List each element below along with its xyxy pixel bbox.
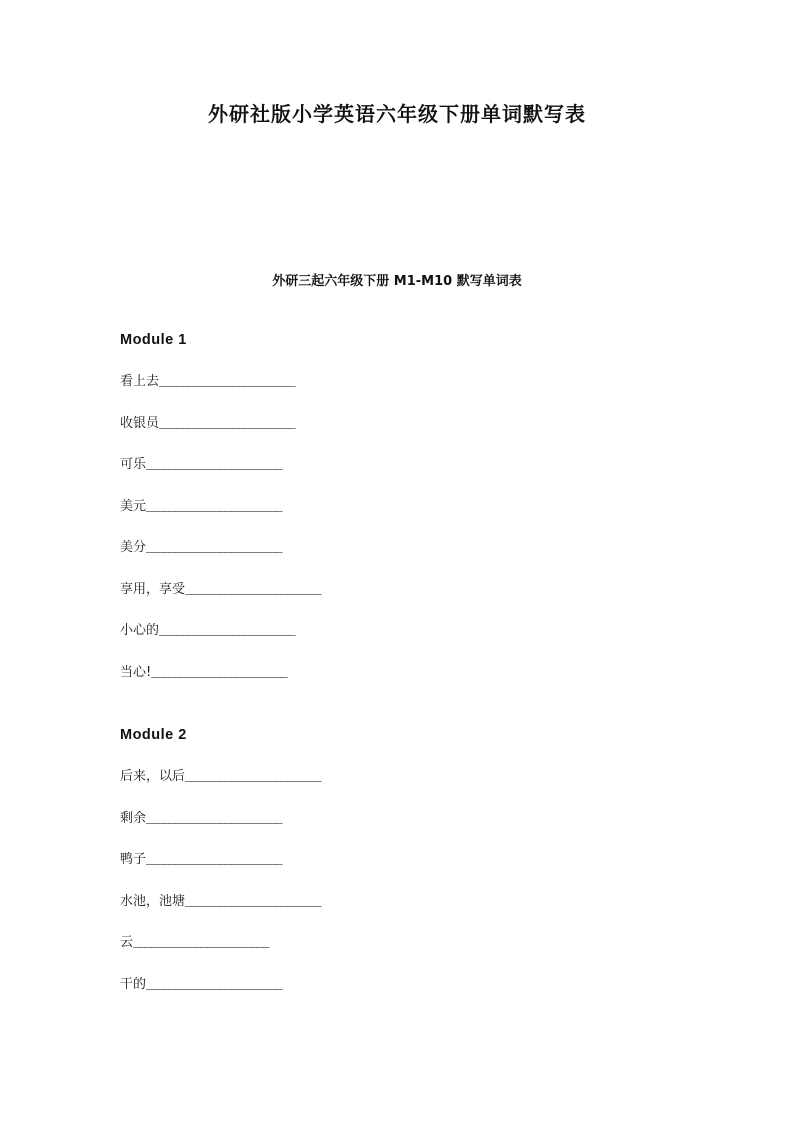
module-2-section	[120, 726, 680, 1017]
word-prompt: 美元	[120, 498, 147, 514]
word-list	[120, 373, 680, 705]
word-prompt: 鸭子	[120, 852, 147, 867]
word-item	[120, 581, 680, 623]
answer-blank[interactable]: ________________________	[159, 374, 294, 389]
word-item	[120, 456, 680, 498]
word-prompt: 看上去	[120, 374, 160, 389]
word-item	[120, 768, 680, 810]
word-item	[120, 415, 680, 457]
word-item	[120, 893, 680, 935]
word-list	[120, 768, 680, 1017]
word-prompt: 小心的	[120, 623, 160, 638]
word-item	[120, 810, 680, 852]
word-prompt: 剩余	[120, 810, 147, 826]
word-item	[120, 498, 680, 540]
word-item	[120, 934, 680, 976]
answer-blank[interactable]: ________________________	[151, 664, 286, 680]
answer-blank[interactable]: ________________________	[146, 540, 281, 555]
word-prompt: 水池，池塘	[120, 893, 186, 909]
answer-blank[interactable]: ________________________	[185, 893, 320, 909]
word-item	[120, 622, 680, 664]
word-item	[120, 976, 680, 1018]
document-title: 外研社版小学英语六年级下册单词默写表	[208, 102, 586, 126]
answer-blank[interactable]: ________________________	[185, 769, 320, 784]
word-prompt: 后来，以后	[120, 769, 186, 784]
answer-blank[interactable]: ________________________	[133, 935, 268, 950]
word-item	[120, 373, 680, 415]
module-heading: Module 1	[120, 332, 187, 348]
answer-blank[interactable]: ________________________	[185, 581, 320, 597]
answer-blank[interactable]: ________________________	[159, 623, 294, 638]
answer-blank[interactable]: ________________________	[146, 976, 281, 992]
answer-blank[interactable]: ________________________	[146, 810, 281, 826]
answer-blank[interactable]: ________________________	[146, 498, 281, 514]
answer-blank[interactable]: ________________________	[159, 415, 294, 431]
word-prompt: 享用，享受	[120, 581, 186, 597]
word-item	[120, 664, 680, 706]
word-item	[120, 539, 680, 581]
word-item	[120, 851, 680, 893]
word-prompt: 美分	[120, 540, 147, 555]
module-1-section	[120, 331, 680, 705]
module-heading: Module 2	[120, 727, 187, 743]
word-prompt: 收银员	[120, 415, 160, 431]
answer-blank[interactable]: ________________________	[146, 852, 281, 867]
word-prompt: 当心!	[120, 664, 152, 680]
word-prompt: 云	[120, 935, 134, 950]
document-subtitle: 外研三起六年级下册 M1-M10 默写单词表	[272, 274, 522, 289]
word-prompt: 干的	[120, 976, 147, 992]
word-prompt: 可乐	[120, 457, 147, 472]
answer-blank[interactable]: ________________________	[146, 457, 281, 472]
